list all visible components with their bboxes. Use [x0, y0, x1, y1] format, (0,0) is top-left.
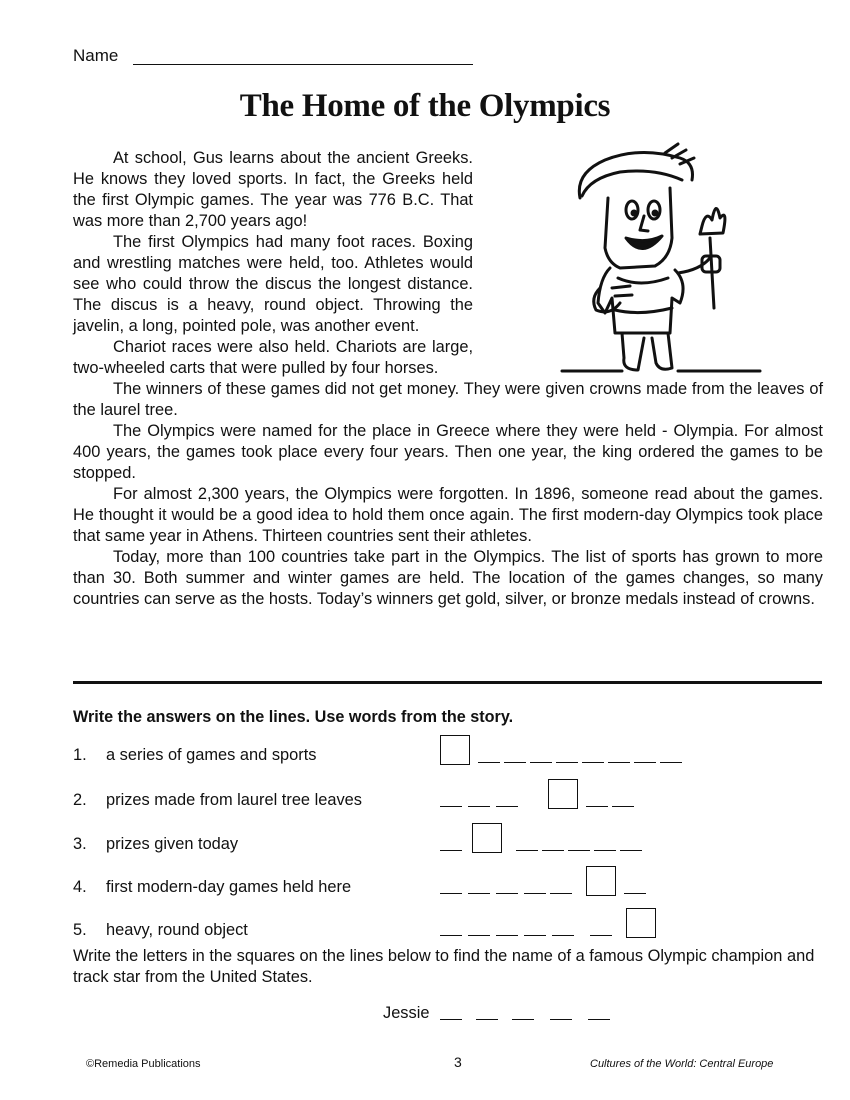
- page-title: The Home of the Olympics: [239, 88, 611, 124]
- letter-line[interactable]: [588, 1019, 610, 1020]
- story-paragraph: For almost 2,300 years, the Olympics were forgotten. In 1896, someone read about the games. He thought it would be a good idea to hold them once again. The first modern-day Olympics took place that same year in Athens. Thirteen countries sent their athletes.: [73, 485, 823, 545]
- letter-line[interactable]: [476, 1019, 498, 1020]
- letter-line[interactable]: [594, 850, 616, 851]
- question-text: first modern-day games held here: [106, 878, 352, 896]
- letter-box[interactable]: [586, 866, 616, 896]
- letter-line[interactable]: [568, 850, 590, 851]
- page-number: 3: [454, 1054, 462, 1070]
- letter-line[interactable]: [468, 893, 490, 894]
- question-number: 5.: [73, 921, 87, 939]
- letter-line[interactable]: [440, 935, 462, 936]
- footer-book-title: Cultures of the World: Central Europe: [590, 1058, 774, 1070]
- letter-line[interactable]: [496, 935, 518, 936]
- letter-line[interactable]: [582, 762, 604, 763]
- letter-box[interactable]: [548, 779, 578, 809]
- letter-line[interactable]: [440, 893, 462, 894]
- answer-prefix: Jessie: [383, 1004, 430, 1022]
- letter-line[interactable]: [660, 762, 682, 763]
- letter-box[interactable]: [440, 735, 470, 765]
- question-number: 1.: [73, 746, 87, 764]
- question-number: 2.: [73, 791, 87, 809]
- letter-line[interactable]: [608, 762, 630, 763]
- letter-line[interactable]: [512, 1019, 534, 1020]
- question-number: 3.: [73, 835, 87, 853]
- letter-line[interactable]: [620, 850, 642, 851]
- letter-line[interactable]: [556, 762, 578, 763]
- question-text: a series of games and sports: [106, 746, 317, 764]
- section-divider: [73, 681, 822, 684]
- exercise-instructions: Write the answers on the lines. Use words from the story.: [73, 708, 514, 726]
- secret-instructions: Write the letters in the squares on the lines below to find the name of a famous Olympic champion and track star from the United States.: [73, 947, 815, 986]
- letter-line[interactable]: [612, 806, 634, 807]
- letter-line[interactable]: [468, 935, 490, 936]
- letter-box[interactable]: [626, 908, 656, 938]
- story-paragraph: Today, more than 100 countries take part in the Olympics. The list of sports has grown to more than 30. Both summer and winter games are held. The location of the games changes, so many countries can serve as the hosts. Today’s winners get gold, silver, or bronze medals instead of crowns.: [73, 548, 823, 608]
- letter-line[interactable]: [440, 806, 462, 807]
- letter-line[interactable]: [496, 806, 518, 807]
- question-5: [73, 921, 248, 940]
- letter-line[interactable]: [440, 1019, 462, 1020]
- letter-box[interactable]: [472, 823, 502, 853]
- question-text: heavy, round object: [106, 921, 248, 939]
- letter-line[interactable]: [468, 806, 490, 807]
- letter-line[interactable]: [440, 850, 462, 851]
- letter-line[interactable]: [542, 850, 564, 851]
- letter-line[interactable]: [516, 850, 538, 851]
- greek-athlete-with-torch-illustration: [560, 138, 765, 398]
- question-4: [73, 878, 351, 897]
- question-number: 4.: [73, 878, 87, 896]
- story-paragraph: The Olympics were named for the place in Greece where they were held - Olympia. For almost 400 years, the games took place every four years. Then one year, the king ordered the games to be stopped.: [73, 422, 823, 482]
- question-text: prizes made from laurel tree leaves: [106, 791, 362, 809]
- question-text: prizes given today: [106, 835, 239, 853]
- question-3: [73, 835, 238, 854]
- letter-line[interactable]: [624, 893, 646, 894]
- letter-line[interactable]: [634, 762, 656, 763]
- story-paragraph: The first Olympics had many foot races. Boxing and wrestling matches were held, too. Athletes would see who could throw the discus the longest distance. The discus is a heavy, round object. Throwing the javelin, a long, pointed pole, was another event.: [73, 233, 473, 335]
- letter-line[interactable]: [478, 762, 500, 763]
- name-label: Name: [73, 46, 119, 65]
- letter-line[interactable]: [550, 1019, 572, 1020]
- letter-line[interactable]: [550, 893, 572, 894]
- footer-publisher: ©Remedia Publications: [86, 1058, 201, 1070]
- letter-line[interactable]: [504, 762, 526, 763]
- question-1: [73, 746, 316, 765]
- letter-line[interactable]: [496, 893, 518, 894]
- question-2: [73, 791, 362, 810]
- story-paragraph: The winners of these games did not get money. They were given crowns made from the leaves of the laurel tree.: [73, 380, 823, 419]
- letter-line[interactable]: [524, 935, 546, 936]
- letter-line[interactable]: [590, 935, 612, 936]
- letter-line[interactable]: [530, 762, 552, 763]
- letter-line[interactable]: [524, 893, 546, 894]
- letter-line[interactable]: [586, 806, 608, 807]
- story-paragraph: At school, Gus learns about the ancient Greeks. He knows they loved sports. In fact, the Greeks held the first Olympic games. The year was 776 B.C. That was more than 2,700 years ago!: [73, 149, 473, 230]
- name-field[interactable]: [133, 64, 473, 65]
- letter-line[interactable]: [552, 935, 574, 936]
- story-paragraph: Chariot races were also held. Chariots are large, two-wheeled carts that were pulled by four horses.: [73, 338, 473, 377]
